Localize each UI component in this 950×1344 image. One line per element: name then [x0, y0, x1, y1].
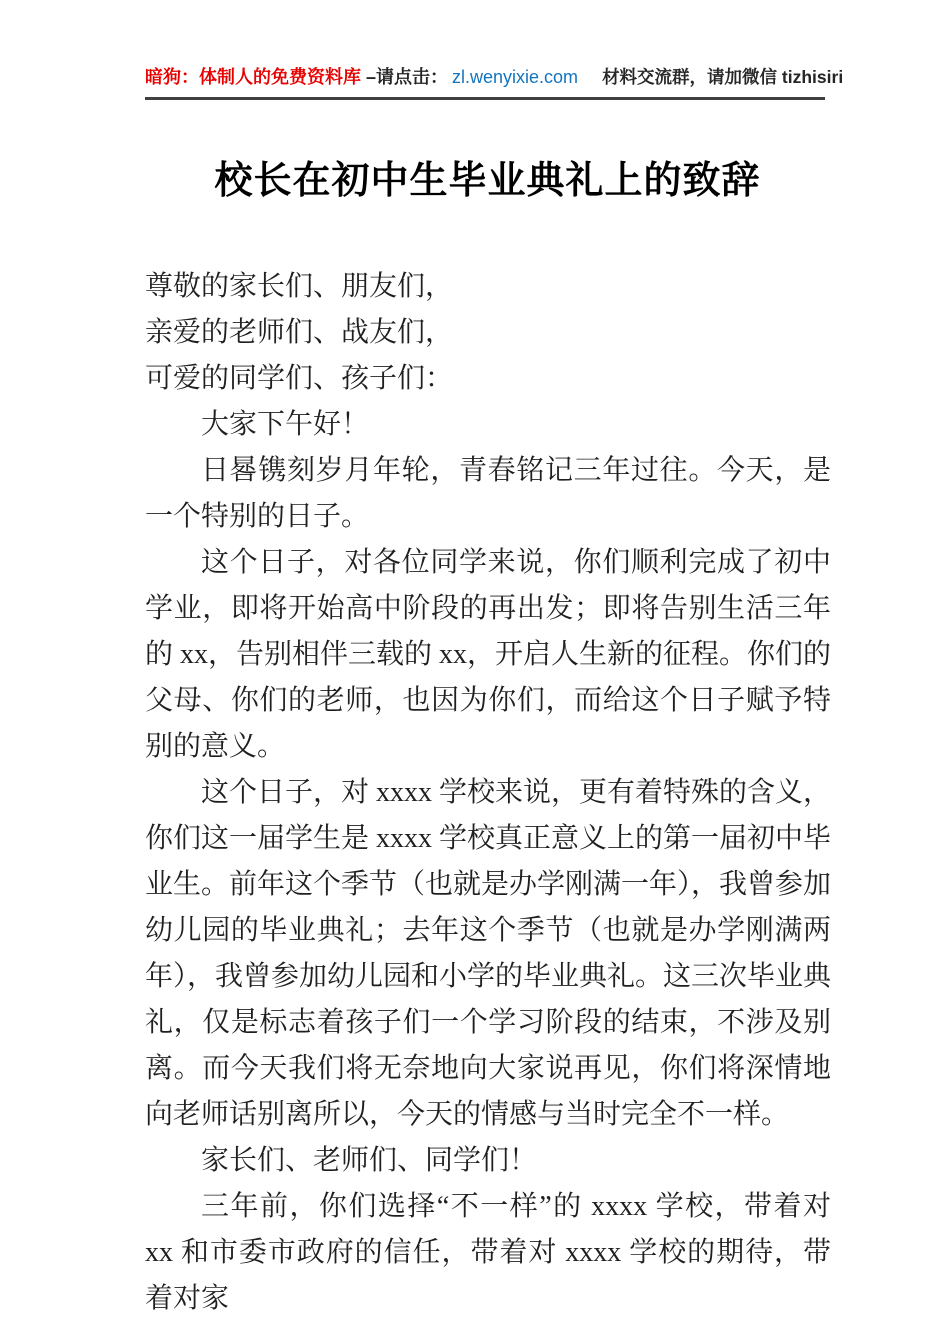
promo-click-prompt: –请点击： [366, 67, 449, 87]
greeting-line-teachers: 亲爱的老师们、战友们， [145, 317, 454, 348]
paragraph-for-students: 这个日子，对各位同学来说，你们顺利完成了初中学业，即将开始高中阶段的再出发；即将告别生活三年的 xx，告别相伴三载的 xx，开启人生新的征程。你们的父母、你们的老师，也因为你们，而给这个日子赋予特别的意义。 [145, 547, 832, 762]
document-body [145, 264, 831, 1322]
paragraph-address-all: 家长们、老师们、同学们！ [201, 1145, 538, 1176]
paragraph-for-school: 这个日子，对 xxxx 学校来说，更有着特殊的含义，你们这一届学生是 xxxx 学校真正意义上的第一届初中毕业生。前年这个季节（也就是办学刚满一年），我曾参加幼儿园的毕业典礼；去年这个季节（也就是办学刚满两年），我曾参加幼儿园和小学的毕业典礼。这三次毕业典礼，仅是标志着孩子们一个学习阶段的结束，不涉及别离。而今天我们将无奈地向大家说再见，你们将深情地向老师话别离所以，今天的情感与当时完全不一样。 [145, 777, 832, 1130]
paragraph-good-afternoon: 大家下午好！ [201, 409, 370, 440]
promo-brand-text: 暗狗：体制人的免费资料库 [145, 67, 361, 87]
paragraph-special-day: 日晷镌刻岁月年轮，青春铭记三年过往。今天，是一个特别的日子。 [145, 455, 831, 532]
promo-banner [145, 0, 844, 100]
page-title: 校长在初中生毕业典礼上的致辞 [214, 160, 761, 202]
promo-group-note: 材料交流群，请加微信 tizhisiri [602, 67, 844, 87]
paragraph-three-years-ago: 三年前，你们选择“不一样”的 xxxx 学校，带着对 xx 和市委市政府的信任，带着对 xxxx 学校的期待，带着对家 [145, 1191, 831, 1314]
greeting-line-parents: 尊敬的家长们、朋友们， [145, 271, 454, 302]
greeting-line-students: 可爱的同学们、孩子们： [145, 363, 454, 394]
promo-link[interactable]: zl.wenyixie.com [452, 67, 579, 87]
